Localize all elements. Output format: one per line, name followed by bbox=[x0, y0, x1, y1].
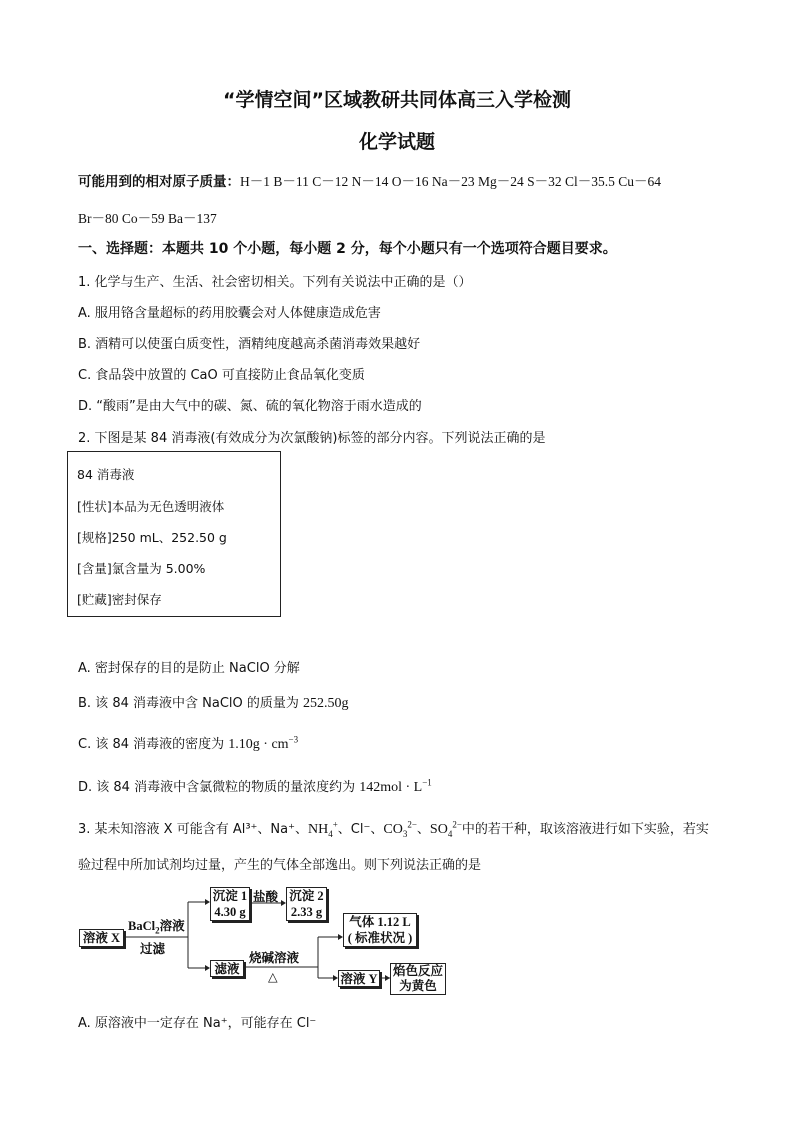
q1-stem: 1. 化学与生产、生活、社会密切相关。下列有关说法中正确的是（） bbox=[78, 275, 472, 290]
label-line-storage: [贮藏]密封保存 bbox=[77, 592, 162, 607]
label-line-content: [含量]氯含量为 5.00% bbox=[77, 561, 206, 576]
section-heading: 一、选择题：本题共 10 个小题，每小题 2 分，每个小题只有一个选项符合题目要求。 bbox=[78, 241, 617, 257]
atomic-masses-line2: Br－80 Co－59 Ba－137 bbox=[78, 211, 217, 226]
flame-line2: 为黄色 bbox=[399, 979, 437, 993]
flame-line1: 焰色反应 bbox=[392, 964, 443, 978]
q2-option-c-value: 1.10g · cm bbox=[228, 737, 289, 752]
gas-condition: ( 标准状况 ) bbox=[347, 931, 413, 945]
label-line-name: 84 消毒液 bbox=[77, 467, 135, 482]
q3-stem-mid1: 、Cl⁻、 bbox=[337, 822, 384, 837]
q2-stem: 2. 下图是某 84 消毒液(有效成分为次氯酸钠)标签的部分内容。下列说法正确的是 bbox=[78, 431, 546, 446]
q3-stem-mid2: 、 bbox=[416, 822, 430, 837]
box-filtrate: 滤液 bbox=[210, 960, 244, 977]
q2-option-b-value: 252.50g bbox=[303, 696, 349, 711]
ppt1-label: 沉淀 1 bbox=[212, 889, 248, 903]
atomic-masses-label: 可能用到的相对原子质量： bbox=[78, 174, 240, 190]
box-precipitate-1 bbox=[210, 887, 250, 921]
q2-option-d-value: 142mol · L bbox=[359, 780, 423, 795]
heat-symbol: △ bbox=[268, 970, 278, 984]
ion-co3: $CO_3^{2-}$ bbox=[383, 819, 417, 839]
q1-option-d: D. “酸雨”是由大气中的碳、氮、硫的氧化物溶于雨水造成的 bbox=[78, 399, 422, 414]
box-precipitate-2 bbox=[286, 887, 327, 921]
step-filter: 过滤 bbox=[140, 942, 166, 956]
exam-title: “学情空间”区域教研共同体高三入学检测 bbox=[223, 89, 571, 111]
q1-option-a: A. 服用铬含量超标的药用胶囊会对人体健康造成危害 bbox=[78, 306, 381, 321]
label-line-spec: [规格]250 mL、252.50 g bbox=[77, 530, 227, 545]
q2-option-b-text: B. 该 84 消毒液中含 NaClO 的质量为 bbox=[78, 696, 303, 711]
q3-stem-line2: 验过程中所加试剂均过量，产生的气体全部逸出。则下列说法正确的是 bbox=[78, 858, 482, 873]
box-solution-x: 溶液 X bbox=[79, 929, 124, 947]
box-gas bbox=[343, 913, 417, 947]
gas-volume: 气体 1.12 L bbox=[349, 915, 411, 929]
q2-option-d-exponent: −1 bbox=[422, 777, 432, 788]
ppt2-label: 沉淀 2 bbox=[289, 889, 324, 903]
q1-option-b: B. 酒精可以使蛋白质变性，酒精纯度越高杀菌消毒效果越好 bbox=[78, 337, 421, 352]
label-line-property: [性状]本品为无色透明液体 bbox=[77, 499, 225, 514]
ion-nh4: $NH_4^+$ bbox=[307, 819, 338, 839]
q3-stem-prefix: 3. 某未知溶液 X 可能含有 Al³⁺、Na⁺、 bbox=[78, 822, 308, 837]
q1-option-c: C. 食品袋中放置的 CaO 可直接防止食品氧化变质 bbox=[78, 368, 365, 383]
ppt1-mass: 4.30 g bbox=[214, 905, 246, 919]
ion-so4: $SO_4^{2-}$ bbox=[429, 819, 462, 839]
reagent-bacl2: BaCl$_2$溶液 bbox=[128, 919, 185, 936]
box-flame-test bbox=[390, 963, 446, 995]
q3-stem-suffix: 中的若干种，取该溶液进行如下实验，若实 bbox=[461, 822, 709, 837]
q2-option-c-text: C. 该 84 消毒液的密度为 bbox=[78, 737, 229, 752]
reagent-hcl: 盐酸 bbox=[253, 890, 279, 904]
q3-option-a: A. 原溶液中一定存在 Na⁺，可能存在 Cl⁻ bbox=[78, 1016, 317, 1031]
q2-option-d-text: D. 该 84 消毒液中含氯微粒的物质的量浓度约为 bbox=[78, 780, 360, 795]
q2-option-a: A. 密封保存的目的是防止 NaClO 分解 bbox=[78, 661, 300, 676]
ppt2-mass: 2.33 g bbox=[290, 905, 323, 919]
q2-option-c-exponent: −3 bbox=[288, 734, 299, 745]
exam-subtitle: 化学试题 bbox=[358, 131, 435, 153]
box-solution-y: 溶液 Y bbox=[338, 970, 380, 987]
reagent-naoh: 烧碱溶液 bbox=[249, 951, 300, 965]
atomic-masses-values: H－1 B－11 C－12 N－14 O－16 Na－23 Mg－24 S－32 Cl－35.5 Cu－64 bbox=[240, 174, 662, 189]
